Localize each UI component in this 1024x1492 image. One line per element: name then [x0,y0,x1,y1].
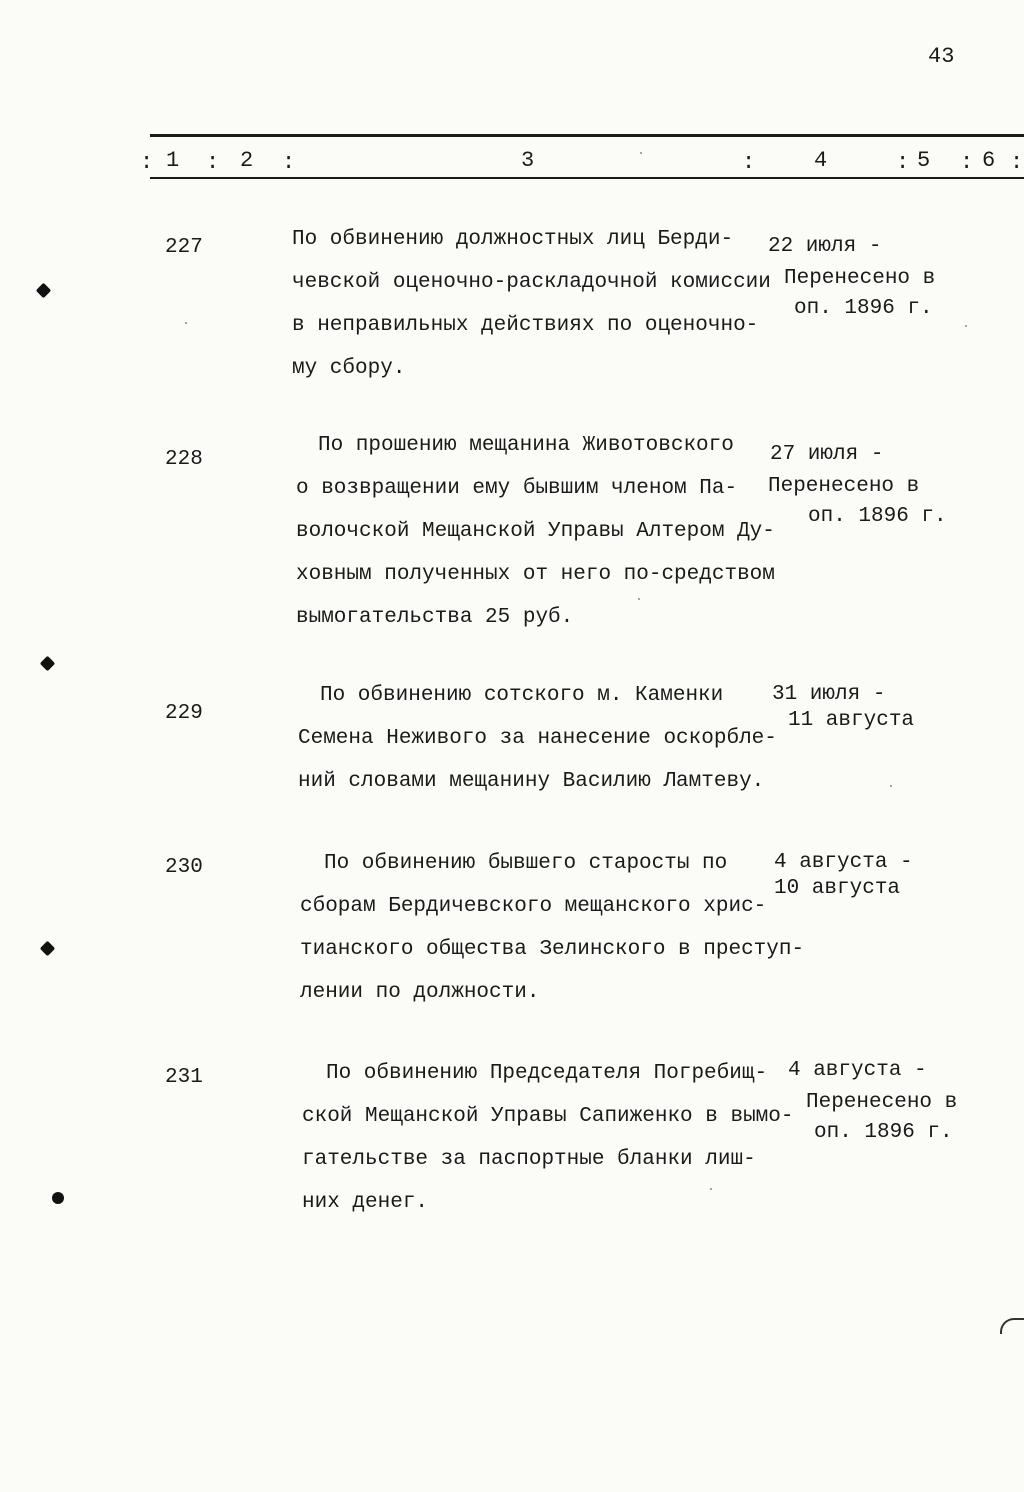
date-line: 4 августа - [788,1059,927,1082]
header-separator: : [742,150,756,175]
note-line: оп. 1896 г. [808,505,947,528]
scan-mark [40,656,56,672]
date-line: 4 августа - [774,851,913,874]
note-line: оп. 1896 г. [814,1121,953,1144]
description-line: По обвинению сотского м. Каменки [320,684,724,707]
description-line: ской Мещанской Управы Сапиженко в вымо- [302,1105,794,1128]
description-line: гательстве за паспортные бланки лиш- [302,1148,756,1171]
header-separator: : [282,150,296,175]
entry-number: 229 [165,702,203,725]
description-line: По обвинению должностных лиц Берди- [292,228,734,251]
column-header-6: 6 [982,148,996,173]
entry-date [772,682,914,734]
entry-note [806,1088,957,1148]
description-line: в неправильных действиях по оценочно- [292,314,759,337]
entry-date [788,1058,927,1084]
description-line: волочской Мещанской Управы Алтером Ду- [296,520,775,543]
column-header-2: 2 [240,148,254,173]
column-header-1: 1 [166,148,180,173]
description-line: ний словами мещанину Василию Ламтеву. [298,770,765,793]
entry-number: 231 [165,1066,203,1089]
entry-description [298,674,777,803]
scan-mark [1000,1318,1024,1334]
description-line: сборам Бердичевского мещанского хрис- [300,895,767,918]
scan-speck [710,1188,712,1190]
entry-description [296,424,775,639]
scan-speck [185,322,187,324]
date-line: 31 июля - [772,683,886,706]
header-separator: : [140,150,154,175]
header-top-rule [150,134,1024,137]
scan-speck [638,598,640,600]
entry-number: 228 [165,448,203,471]
description-line: ховным полученных от него по-средством [296,563,775,586]
header-bottom-rule [150,177,1024,179]
note-line: оп. 1896 г. [794,297,933,320]
description-line: них денег. [302,1191,429,1214]
entry-number: 227 [165,236,203,259]
entry-date [768,234,881,260]
note-line: Перенесено в [806,1091,958,1114]
entry-note [784,264,935,324]
description-line: По обвинению Председателя Погребищ- [326,1062,768,1085]
column-header-3: 3 [521,148,535,173]
date-line: 27 июля - [770,443,884,466]
description-line: лении по должности. [300,981,540,1004]
note-line: Перенесено в [768,475,920,498]
description-line: вымогательства 25 руб. [296,606,574,629]
entry-note [768,472,947,532]
scan-mark [36,283,52,299]
entry-number: 230 [165,856,203,879]
entry-description [302,1052,793,1224]
description-line: чевской оценочно-раскладочной комиссии [292,271,771,294]
header-separator: : [896,150,910,175]
note-line: Перенесено в [784,267,936,290]
header-separator: : [1010,150,1024,175]
description-line: му сбору. [292,357,406,380]
entry-date [770,442,883,468]
date-line: 22 июля - [768,235,882,258]
description-line: По обвинению бывшего старосты по [324,852,728,875]
scan-speck [640,152,642,154]
entry-description [300,842,804,1014]
date-line: 10 августа [774,877,901,900]
page-number: 43 [928,44,955,69]
entry-date [774,850,913,902]
entry-description [292,218,771,390]
scan-mark [40,941,56,957]
description-line: По прошению мещанина Животовского [318,434,734,457]
column-header-4: 4 [814,148,828,173]
column-header-5: 5 [917,148,931,173]
header-separator: : [206,150,220,175]
scan-mark [52,1192,64,1204]
scan-speck [965,325,967,327]
description-line: о возвращении ему бывшим членом Па- [296,477,738,500]
description-line: Семена Неживого за нанесение оскорбле- [298,727,777,750]
scan-speck [890,785,892,787]
description-line: тианского общества Зелинского в преступ- [300,938,805,961]
header-separator: : [960,150,974,175]
date-line: 11 августа [788,709,915,732]
